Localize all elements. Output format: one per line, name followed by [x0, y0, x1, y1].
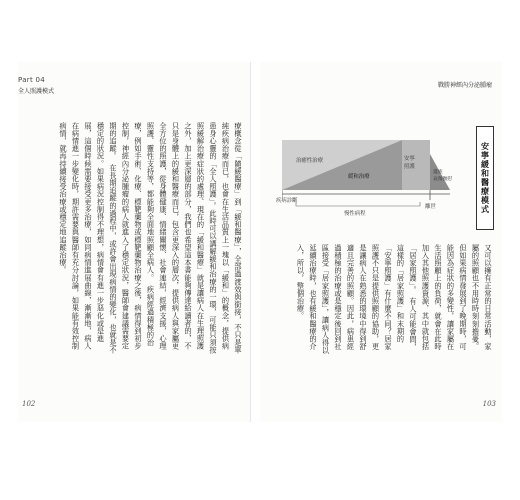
left-page — [18, 62, 251, 422]
label-hospice: 安寧 照護 — [404, 156, 415, 170]
right-body-text: 又可以擁有正常的日常活動，家屬的照顧也不用時時刻刻擔憂。但如果病情發展到了晚期時，可能因為症狀的多變性，讓家屬在生活照顧上的負荷，就會在此時加入其他照護資源，其中就包括「居家照護」。 有人可能會問，這樣的「居家照護」和末期的「安寧照護」有什麼不同？居家照護不只是提供照顧的協助，更是讓病人在熟悉的環境中得到舒適且完善的照顧。因此，病患經過積極的治療或是穩定後回到社區接受「居家照護」，讓病人得以延續治療時，也有緩和醫療的介入，所以，整個治療。 — [296, 244, 493, 355]
label-palliative: 緩和治療 — [348, 174, 370, 180]
page-number-right: 103 — [482, 400, 496, 408]
label-bereavement: 遺族 哀傷撫慰 — [433, 170, 453, 182]
part-label: Part 04 — [18, 76, 46, 84]
running-head: 戰勝神經內分泌腫瘤 — [437, 82, 492, 89]
label-diagnosis: 疾病診斷 — [276, 198, 298, 204]
label-chronic: 慢性病程 — [344, 211, 366, 217]
label-death: 離世 — [425, 204, 436, 210]
label-curative: 治癒性治療 — [296, 158, 323, 164]
right-page — [260, 62, 502, 422]
chronic-course-bracket — [296, 202, 420, 206]
page-number-left: 102 — [22, 400, 36, 408]
left-body-text: 療概念從「隨緩醫療」到「緩和醫療」，全部過渡效與銜接，不只是單純疾病治療而已，也會在生活品質上一塊以「緩和」的概念，提供病患身心靈的「全人照護」。此時可以講解緩和治療的一環，可能只須按照緩解治療症狀的處理、現在的「緩和醫療」就是讓病人在生理照護之外，加上更深層的部分，我們也希望這本書能夠傳達給讀者的，不只是身體上的緩和醫療而已，包含更深入的層次，提供病人與家屬更全方位的照護，從身體健康、情緒關懷、社會連結，經濟支援，心理照護、靈性支持等，都能夠全面地照顧全病人。 疾病經過積極的治療，例如手術、化療、標靶藥物或標靶藥物治療之後，病情得到初步控制，神經內分泌腫瘤的病人就進入了穩定狀況，醫師會建議需要定期的追蹤。 在長期追蹤的過程中，或許會出現病情的變化，也就是不穩定的狀況。如果病況控制得不理想，病情會有進一步惡化或是進展，這個時候需要接受更多治療，如同病情進展曲線，漸漸地，病人在病情進一步變化時，期許需要與醫師有充分討論，如果能有效控制病情，就再持續接受治療或穩定地追蹤治療。 — [59, 122, 243, 354]
side-heading: 安寧緩和醫療模式 — [480, 142, 490, 214]
care-model-figure — [276, 132, 472, 227]
side-heading-box — [476, 126, 494, 230]
part-title: 全人照護模式 — [18, 88, 55, 95]
